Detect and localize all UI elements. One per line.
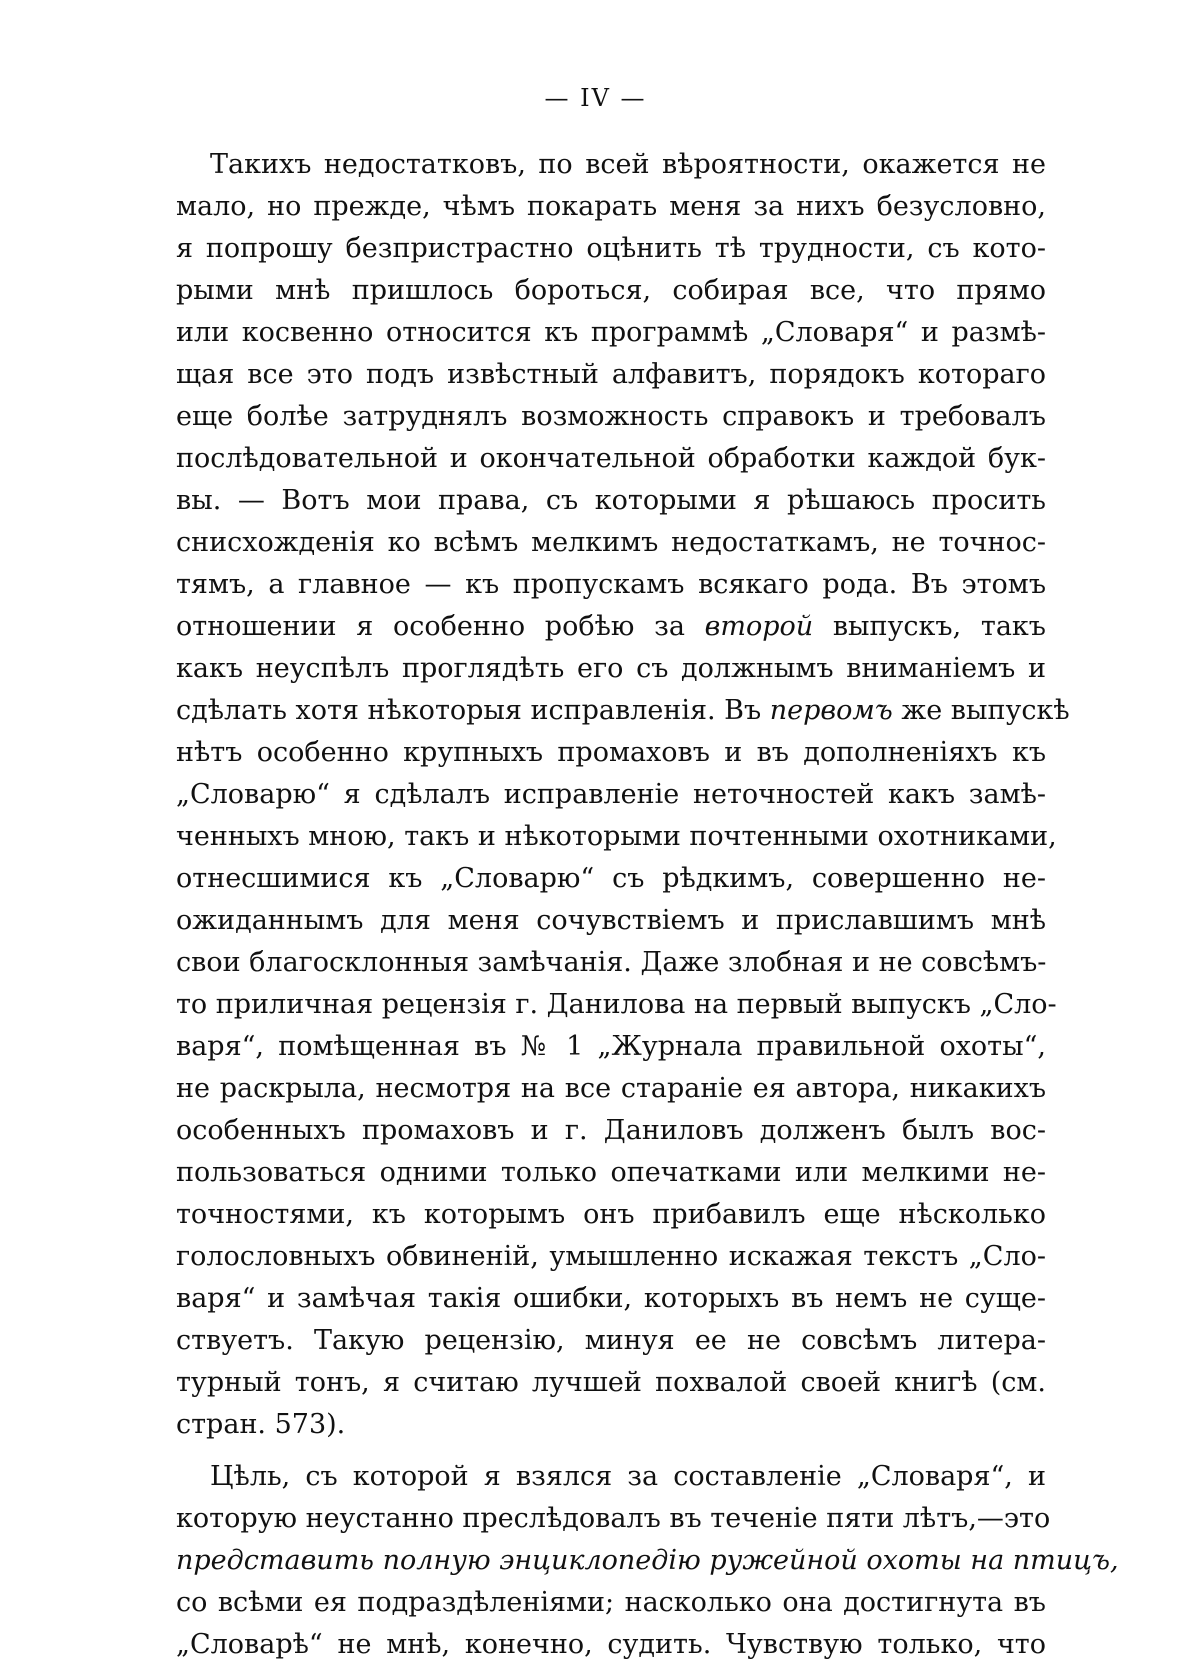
page-number: — IV — [544, 84, 647, 112]
text-line: щая все это подъ извѣстный алфавитъ, порядокъ котораго [176, 359, 1046, 390]
text-line: „Словарю“ я сдѣлалъ исправленіе неточностей какъ замѣ- [176, 779, 1046, 810]
text-line: снисхожденія ко всѣмъ мелкимъ недостаткамъ, не точнос- [176, 527, 1046, 558]
text-line: рыми мнѣ пришлось бороться, собирая все, что прямо [176, 275, 1046, 306]
text-segment: же выпускѣ [892, 695, 1070, 726]
text-line: стран. 573). [176, 1409, 346, 1440]
text-line: Цѣль, съ которой я взялся за составленіе „Словаря“, и [210, 1461, 1046, 1492]
page-text [176, 144, 1119, 1666]
text-line: варя“, помѣщенная въ № 1 „Журнала правильной охоты“, [176, 1031, 1046, 1062]
text-line: ожиданнымъ для меня сочувствіемъ и приславшимъ мнѣ [176, 905, 1046, 936]
text-line: особенныхъ промаховъ и г. Даниловъ долженъ былъ вос- [176, 1115, 1046, 1146]
italic-segment: представить полную энциклопедію ружейной охоты на птицъ, [176, 1545, 1119, 1576]
text-line: со всѣми ея подраздѣленіями; насколько она достигнута въ [176, 1587, 1046, 1618]
text-line: или косвенно относится къ программѣ „Словаря“ и размѣ- [176, 317, 1046, 348]
text-line: ствуетъ. Такую рецензію, минуя ее не совсѣмъ литера- [176, 1325, 1046, 1356]
text-line: еще болѣе затруднялъ возможность справокъ и требовалъ [176, 401, 1046, 432]
text-line: вы. — Вотъ мои права, съ которыми я рѣшаюсь просить [176, 485, 1046, 516]
text-line: то приличная рецензія г. Данилова на первый выпускъ „Сло- [176, 989, 1057, 1020]
italic-segment: второй [704, 611, 814, 642]
text-line: турный тонъ, я считаю лучшей похвалой своей книгѣ (см. [176, 1367, 1046, 1398]
text-line: „Словарѣ“ не мнѣ, конечно, судить. Чувствую только, что [176, 1629, 1046, 1660]
text-line: точностями, къ которымъ онъ прибавилъ еще нѣсколько [176, 1199, 1046, 1230]
text-line: какъ неуспѣлъ проглядѣть его съ должнымъ вниманіемъ и [176, 653, 1046, 684]
text-line: ченныхъ мною, такъ и нѣкоторыми почтенными охотниками, [176, 821, 1057, 852]
italic-segment: первомъ [769, 695, 893, 726]
text-segment: выпускъ, такъ [813, 611, 1046, 642]
text-line: послѣдовательной и окончательной обработки каждой бук- [176, 443, 1046, 474]
text-line: я попрошу безпристрастно оцѣнить тѣ трудности, съ кото- [176, 233, 1046, 264]
text-line-with-italic [176, 690, 1070, 732]
paragraph-1 [176, 144, 1070, 1446]
text-line: пользоваться одними только опечатками или мелкими не- [176, 1157, 1046, 1188]
text-line: Такихъ недостатковъ, по всей вѣроятности, окажется не [210, 149, 1046, 180]
text-line: свои благосклонныя замѣчанія. Даже злобная и не совсѣмъ- [176, 947, 1047, 978]
italic-line [176, 1540, 1119, 1582]
text-line: варя“ и замѣчая такія ошибки, которыхъ въ немъ не суще- [176, 1283, 1046, 1314]
text-segment: отношении я особенно робѣю за [176, 611, 705, 642]
text-line: нѣтъ особенно крупныхъ промаховъ и въ дополненіяхъ къ [176, 737, 1046, 768]
text-line: отнесшимися къ „Словарю“ съ рѣдкимъ, совершенно не- [176, 863, 1046, 894]
text-segment: сдѣлать хотя нѣкоторыя исправленія. Въ [176, 695, 770, 726]
text-line: мало, но прежде, чѣмъ покарать меня за нихъ безусловно, [176, 191, 1046, 222]
text-line: не раскрыла, несмотря на все стараніе ея автора, никакихъ [176, 1073, 1046, 1104]
text-line: голословныхъ обвиненій, умышленно искажая текстъ „Сло- [176, 1241, 1046, 1272]
paragraph-2 [176, 1456, 1119, 1666]
text-line: тямъ, а главное — къ пропускамъ всякаго рода. Въ этомъ [176, 569, 1046, 600]
text-line: которую неустанно преслѣдовалъ въ теченіе пяти лѣтъ,—это [176, 1503, 1051, 1534]
text-line-with-italic [176, 606, 1046, 648]
